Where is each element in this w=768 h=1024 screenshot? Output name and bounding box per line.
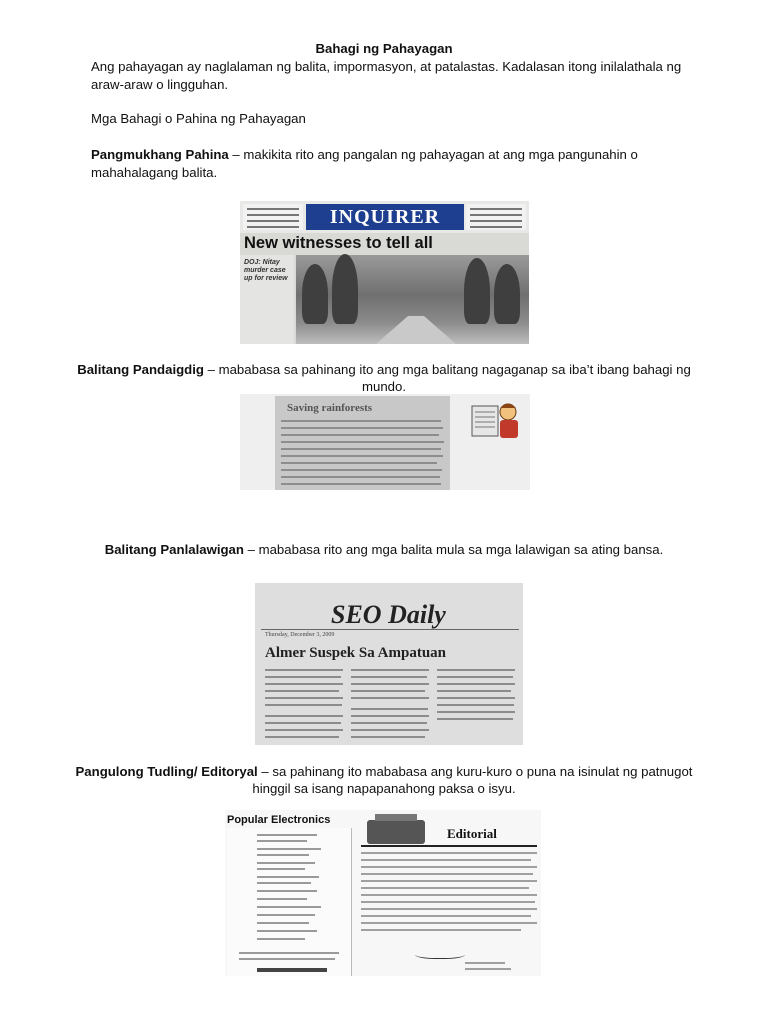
teaser-box — [243, 204, 303, 230]
newspaper-clipping — [275, 396, 450, 490]
front-page-headline: New witnesses to tell all — [244, 234, 433, 252]
tree-shape — [464, 258, 490, 324]
masthead-rule — [261, 629, 519, 630]
section-subtitle: Mga Bahagi o Pahina ng Pahayagan — [91, 111, 306, 126]
tree-shape — [332, 254, 358, 324]
section-provincial-news — [0, 541, 768, 559]
clipping-headline: Almer Suspek Sa Ampatuan — [265, 645, 447, 661]
section-desc: – mababasa rito ang mga balita mula sa mga lalawigan sa ating bansa. — [243, 542, 664, 557]
section-term: Balitang Panlalawigan — [104, 542, 244, 557]
section-term: Pangulong Tudling/ Editoryal — [75, 764, 258, 779]
issue-date: Thursday, December 3, 2009 — [265, 632, 335, 638]
section-front-page-line-2: mahahalagang balita. — [91, 165, 218, 180]
section-desc: – sa pahinang ito mababasa ang kuru-kuro o puna na isinulat ng patnugot — [257, 764, 693, 779]
editorial-rule — [361, 845, 537, 847]
side-lead: DOJ: Nitay murder case up for review — [244, 259, 288, 282]
section-editorial-line-2: hinggil sa isang napapanahong paksa o isyu. — [252, 781, 516, 796]
tree-shape — [494, 264, 520, 324]
teaser-box — [466, 204, 526, 230]
section-desc: – makikita rito ang pangalan ng pahayagan at ang mga pangunahin o — [228, 147, 638, 162]
newspaper-masthead: SEO Daily — [331, 600, 446, 629]
intro-line-1: Ang pahayagan ay naglalaman ng balita, impormasyon, at patalastas. Kadalasan itong inilalathala ng — [91, 59, 682, 74]
signature-mark — [415, 948, 465, 959]
editorial-page-image — [225, 810, 541, 976]
section-front-page — [91, 146, 751, 164]
inquirer-front-page-image — [240, 201, 529, 344]
section-term: Pangmukhang Pahina — [91, 147, 229, 162]
editorial-title: Editorial — [447, 826, 497, 841]
section-term: Balitang Pandaigdig — [77, 362, 204, 377]
staff-column — [227, 828, 352, 976]
world-news-clipping-image — [240, 394, 530, 490]
document-title: Bahagi ng Pahayagan — [315, 41, 453, 56]
clipping-headline: Saving rainforests — [287, 402, 373, 414]
provincial-news-clipping-image — [255, 583, 523, 745]
front-page-photo — [296, 255, 529, 344]
tree-shape — [302, 264, 328, 324]
section-world-news-line-2: mundo. — [362, 379, 406, 394]
newspaper-masthead: INQUIRER — [306, 204, 464, 230]
section-desc: – mababasa sa pahinang ito ang mga balitang nagaganap sa iba’t ibang bahagi ng — [203, 362, 691, 377]
side-column — [240, 255, 294, 344]
intro-line-2: araw-araw o lingguhan. — [91, 77, 229, 92]
typewriter-illustration — [367, 820, 425, 844]
section-world-news — [60, 361, 708, 379]
section-editorial — [60, 763, 708, 781]
photo-path — [376, 316, 456, 344]
magazine-masthead: Popular Electronics — [227, 814, 331, 826]
newspaper-reader-icon — [468, 400, 528, 442]
